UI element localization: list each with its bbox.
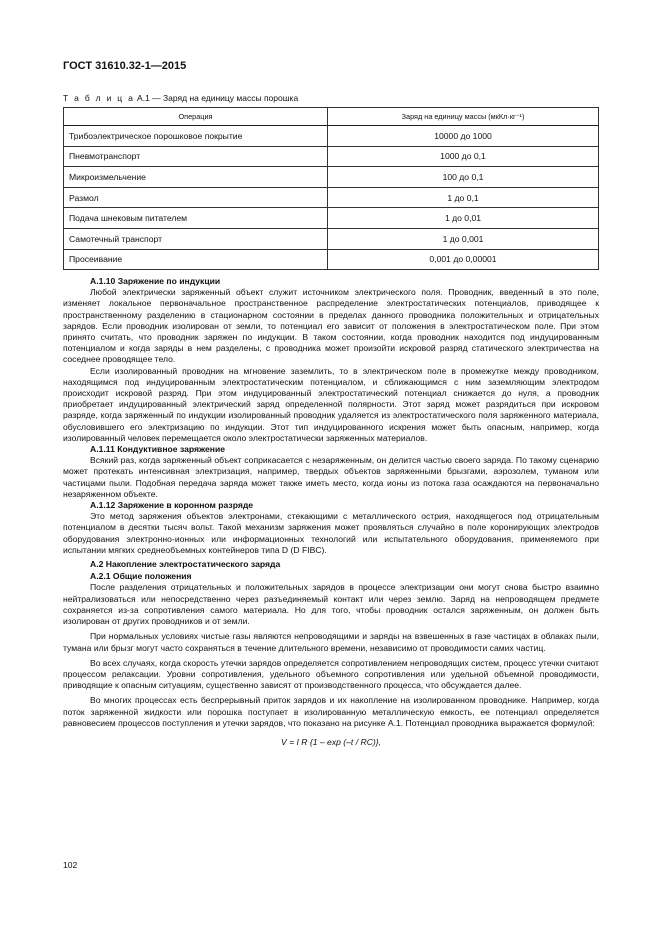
charge-cell: 100 до 0,1 <box>328 167 599 188</box>
section-heading: А.1.12 Заряжение в коронном разряде <box>90 500 254 511</box>
charge-cell: 1 до 0,01 <box>328 208 599 229</box>
standard-header: ГОСТ 31610.32-1—2015 <box>63 60 187 72</box>
section-heading: А.2 Накопление электростатического заряда <box>90 559 281 570</box>
table-row <box>64 167 599 188</box>
paragraph: После разделения отрицательных и положительных зарядов в процессе электризации они могут снова быстро взаимно нейтрализоваться или непосредственно через разъединяемый контакт или через землю. Заряд на непроводящем предмете сохраняется из-за сопротивления самого материала. Но для того, чтобы проводник остался заряженным, он должен быть изолирован от других проводников и от земли. <box>63 582 599 627</box>
operation-cell: Подача шнековым питателем <box>64 208 328 229</box>
section-heading: А.2.1 Общие положения <box>90 571 192 582</box>
table-row <box>64 187 599 208</box>
paragraph: При нормальных условиях чистые газы являются непроводящими и заряды на взвешенных в газе частицах в облаках пыли, тумана или брызг могут часто сохраняться в течение длительного времени, независимо от проводимости самих частиц. <box>63 631 599 653</box>
charge-cell: 1000 до 0,1 <box>328 146 599 167</box>
operation-cell: Просеивание <box>64 249 328 270</box>
formula: V = I R {1 – exp (–t / RC)}, <box>280 736 382 747</box>
operation-cell: Самотечный транспорт <box>64 228 328 249</box>
paragraph: Во всех случаях, когда скорость утечки зарядов определяется сопротивлением непроводящих систем, процесс утечки считают процессом релаксации. Уровни сопротивления, удельного объемного сопротивления или удельной объемной проводимости, приводящие к опасным ситуациям, существенно зависят от производственного процесса, что обсуждается далее. <box>63 657 599 691</box>
paragraph: Это метод заряжения объектов электронами, стекающими с металлического острия, находящегося под отрицательным потенциалом в десятки тысяч вольт. Такой механизм заряжения может проявляться случайно в поле коронирующих электродов оборудования электронно-ионных или информационных технологий или испытательного оборудования, применяемого при испытании мягких среднеобъемных контейнеров типа D (D FIBC). <box>63 511 599 555</box>
table-header-row <box>64 108 599 126</box>
page-number: 102 <box>63 860 78 870</box>
table-row <box>64 228 599 249</box>
table-row <box>64 208 599 229</box>
charge-table <box>63 107 599 270</box>
paragraph: Во многих процессах есть беспрерывный приток зарядов и их накопление на изолированном проводнике. Например, когда поток заряженной жидкости или порошка поступает в изолированную металлическую емкость, ее потенциал определяется равновесием процессов поступления и утечки зарядов, что показано на рисунке А.1. Потенциал проводника выражается формулой: <box>63 695 599 728</box>
table-row <box>64 126 599 147</box>
document-body <box>63 276 599 748</box>
section-heading: А.1.11 Кондуктивное заряжение <box>90 444 226 455</box>
operation-cell: Пневмотранспорт <box>64 146 328 167</box>
charge-cell: 0,001 до 0,00001 <box>328 249 599 270</box>
table-caption-prefix: Т а б л и ц а <box>63 93 135 103</box>
operation-cell: Трибоэлектрическое порошковое покрытие <box>64 126 328 147</box>
column-header-operation: Операция <box>64 108 328 126</box>
charge-cell: 10000 до 1000 <box>328 126 599 147</box>
operation-cell: Микроизмельчение <box>64 167 328 188</box>
paragraph: Всякий раз, когда заряженный объект соприкасается с незаряженным, он делится частью своего заряда. По такому сценарию может протекать интенсивная электризация, например, твердых объектов заряженными брызгами, аэрозолем, туманом или частицами пыли. Подобная передача заряда может также иметь место, когда ионы из потока газа осаждаются на первоначально незаряженном объекте. <box>63 455 599 499</box>
column-header-charge: Заряд на единицу массы (мкКл·кг⁻¹) <box>328 108 599 126</box>
section-heading: А.1.10 Заряжение по индукции <box>90 276 221 286</box>
table-caption-text: А.1 — Заряд на единицу массы порошка <box>137 93 299 103</box>
charge-cell: 1 до 0,001 <box>328 228 599 249</box>
operation-cell: Размол <box>64 187 328 208</box>
paragraph: Любой электрически заряженный объект служит источником электрического поля. Проводник, введенный в это поле, изменяет локальное первоначальное пространственное распределение электростатических потенциалов, приводящее к пространственному разделению в стационарном состоянии в пределах данного проводника положительных и отрицательных зарядов. Если проводник изолирован от земли, то потенциал его зависит от положения в электростатическом поле. При этом принято считать, что проводник заряжен по индукции. В таком состоянии, когда проводник находится под индуцированным потенциалом и когда заряды в нем разделены, с проводника может произойти искровой разряд статического электричества на соседнее проводящее тело. <box>63 287 599 365</box>
table-caption <box>63 93 298 103</box>
table-row <box>64 249 599 270</box>
table-row <box>64 146 599 167</box>
paragraph: Если изолированный проводник на мгновение заземлить, то в электрическом поле в промежутке между проводником, находящимся под индуцированным электростатическим потенциалом, и сближающимся с ним заземляющим электродом происходит искровой разряд. При этом индуцированный электростатический потенциал снижается до нуля, а проводник приобретает индуцированный электрический заряд определенной полярности. Этот заряд может разрядиться при искровом разряде, когда заряженный по индукции изолированный проводник удаляется из электростатического поля заряженного материала, обусловившего его электризацию по индукции. Этот тип индуцированного искрения может быть опасным, например, когда изолированный человек перемещается около электростатически заряженных материалов. <box>63 365 599 443</box>
charge-cell: 1 до 0,1 <box>328 187 599 208</box>
